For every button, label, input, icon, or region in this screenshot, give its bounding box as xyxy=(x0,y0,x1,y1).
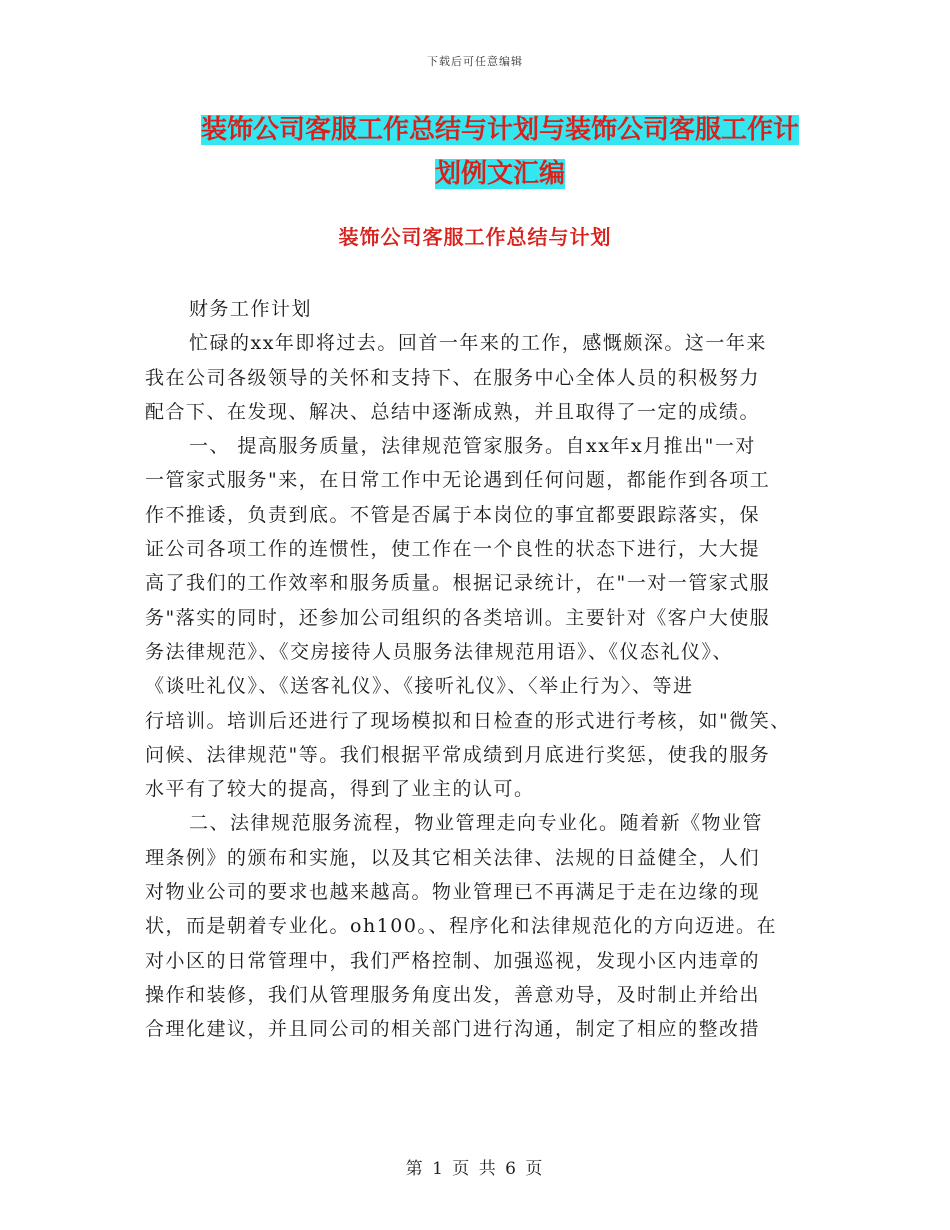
document-title-line-1: 装饰公司客服工作总结与计划与装饰公司客服工作计 xyxy=(200,115,799,145)
paragraph-line: 我在公司各级领导的关怀和支持下、在服务中心全体人员的积极努力 xyxy=(145,366,761,389)
paragraph-line: 务法律规范》、《交房接待人员服务法律规范用语》、《仪态礼仪》、 xyxy=(145,640,734,663)
paragraph-line: 合理化建议，并且同公司的相关部门进行沟通，制定了相应的整改措 xyxy=(145,1018,761,1041)
paragraph-line: 问候、法律规范"等。我们根据平常成绩到月底进行奖惩，使我的服务 xyxy=(145,743,771,766)
paragraph-line: 对物业公司的要求也越来越高。物业管理已不再满足于走在边缘的现 xyxy=(145,881,761,904)
paragraph-line: 水平有了较大的提高，得到了业主的认可。 xyxy=(145,778,535,801)
paragraph-line: 证公司各项工作的连惯性，使工作在一个良性的状态下进行，大大提 xyxy=(145,538,761,561)
paragraph-line: 高了我们的工作效率和服务质量。根据记录统计，在"一对一管家式服 xyxy=(145,572,771,595)
paragraph-line: 作不推诿，负责到底。不管是否属于本岗位的事宜都要跟踪落实，保 xyxy=(145,503,761,526)
page-number: 第 1 页 共 6 页 xyxy=(405,1159,545,1179)
paragraph-line: 二、法律规范服务流程，物业管理走向专业化。随着新《物业管 xyxy=(189,812,764,835)
paragraph-line: 务"落实的同时，还参加公司组织的各类培训。主要针对《客户大使服 xyxy=(145,606,771,629)
page-header-note: 下载后可任意编辑 xyxy=(427,55,523,68)
paragraph-line: 财务工作计划 xyxy=(189,298,313,320)
document-title-line-2: 划例文汇编 xyxy=(434,159,565,189)
section-title: 装饰公司客服工作总结与计划 xyxy=(338,225,612,249)
paragraph-line: 行培训。培训后还进行了现场模拟和日检查的形式进行考核，如"微笑、 xyxy=(145,709,791,732)
paragraph-line: 《谈吐礼仪》、《送客礼仪》、《接听礼仪》、〈举止行为〉、等进 xyxy=(145,675,694,698)
paragraph-line: 状，而是朝着专业化。oh100。、程序化和法律规范化的方向迈进。在 xyxy=(145,915,777,938)
paragraph-line: 一管家式服务"来，在日常工作中无论遇到任何问题，都能作到各项工 xyxy=(145,469,771,492)
paragraph-line: 一、 提高服务质量，法律规范管家服务。自xx年x月推出"一对 xyxy=(189,435,756,458)
paragraph-line: 对小区的日常管理中，我们严格控制、加强巡视，发现小区内违章的 xyxy=(145,949,761,972)
paragraph-line: 操作和装修，我们从管理服务角度出发，善意劝导，及时制止并给出 xyxy=(145,983,761,1006)
document-body xyxy=(145,292,810,1047)
paragraph-line: 忙碌的xx年即将过去。回首一年来的工作，感慨颇深。这一年来 xyxy=(189,332,767,355)
paragraph-line: 配合下、在发现、解决、总结中逐渐成熟，并且取得了一定的成绩。 xyxy=(145,400,761,423)
document-title xyxy=(190,108,810,196)
paragraph-line: 理条例》的颁布和实施，以及其它相关法律、法规的日益健全，人们 xyxy=(145,846,761,869)
